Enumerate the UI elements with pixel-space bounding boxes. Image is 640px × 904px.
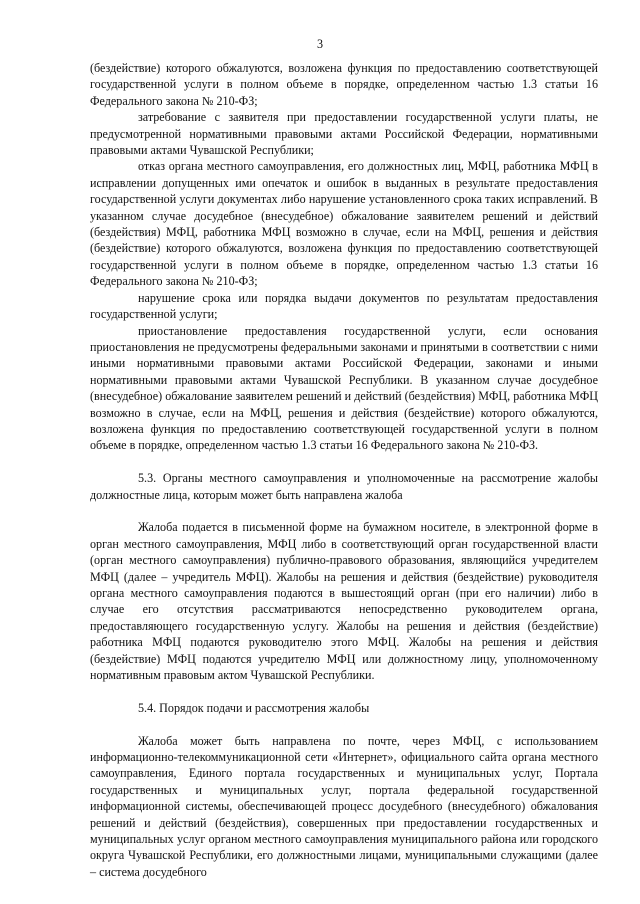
paragraph-suspension: приостановление предоставления государственной услуги, если основания приостановления не предусмотрены федеральными законами и принятыми в соответствии с ними иными нормативными правовыми актами Российской Федерации, законами и иными нормативными правовыми актами Чувашской Республики. В указанном случае досудебное (внесудебное) обжалование заявителем решений и действий (бездействия) МФЦ, работника МФЦ возможно в случае, если на МФЦ, решения и действия (бездействие) которого обжалуются, возложена функция по предоставлению соответствующей государственной услуги в полном объеме в порядке, определенном частью 1.3 статьи 16 Федерального закона № 210-ФЗ. (90, 323, 598, 453)
document-body (90, 60, 598, 880)
page-number: 3 (316, 37, 324, 51)
section-heading-5-3: 5.3. Органы местного самоуправления и уполномоченные на рассмотрение жалобы должностные лица, которым может быть направлена жалоба (90, 471, 598, 502)
paragraph-fee-demand: затребование с заявителя при предоставлении государственной услуги платы, не предусмотренной нормативными правовыми актами Российской Федерации, нормативными правовыми актами Чувашской Республики; (90, 110, 598, 158)
paragraph-continuation: (бездействие) которого обжалуются, возложена функция по предоставлению соответствующей государственной услуги в полном объеме в порядке, определенном частью 1.3 статьи 16 Федерального закона № 210-ФЗ; (90, 61, 598, 108)
paragraph-complaint-channels: Жалоба может быть направлена по почте, через МФЦ, с использованием информационно-телекоммуникационной сети «Интернет», официального сайта органа местного самоуправления, Единого портала государственных и муниципальных услуг, Портала государственных и муниципальных услуг, портала федеральной государственной информационной системы, обеспечивающей процесс досудебного (внесудебного) обжалования решений и действий (бездействия), совершенных при предоставлении государственных и муниципальных услуг органом местного самоуправления муниципального района или городского округа Чувашской Республики, его должностными лицами, муниципальными служащими (далее – система досудебного (90, 733, 598, 879)
spacer (90, 503, 598, 519)
spacer (90, 716, 598, 732)
paragraph-refusal-corrections: отказ органа местного самоуправления, его должностных лиц, МФЦ, работника МФЦ в исправлении допущенных ими опечаток и ошибок в выданных в результате предоставления государственной услуги документах либо нарушение установленного срока таких исправлений. В указанном случае досудебное (внесудебное) обжалование заявителем решений и действий (бездействия) МФЦ, работника МФЦ возможно в случае, если на МФЦ, решения и действия (бездействие) которого обжалуются, возложена функция по предоставлению соответствующей государственной услуги в полном объеме в порядке, определенном частью 1.3 статьи 16 Федерального закона № 210-ФЗ; (90, 159, 598, 289)
paragraph-deadline-violation: нарушение срока или порядка выдачи документов по результатам предоставления государственной услуги; (90, 290, 598, 322)
spacer (90, 454, 598, 470)
paragraph-complaint-submission: Жалоба подается в письменной форме на бумажном носителе, в электронной форме в орган местного самоуправления, МФЦ либо в соответствующий орган государственной власти (орган местного самоуправления) публично-правового образования, являющийся учредителем МФЦ (далее – учредитель МФЦ). Жалобы на решения и действия (бездействие) руководителя органа местного самоуправления подаются в вышестоящий орган (при его наличии) либо в случае его отсутствия рассматриваются непосредственно руководителем органа, предоставляющего государственную услугу. Жалобы на решения и действия (бездействие) работника МФЦ подаются руководителю этого МФЦ. Жалобы на решения и действия (бездействие) МФЦ подаются учредителю МФЦ или должностному лицу, уполномоченному нормативным правовым актом Чувашской Республики. (90, 520, 598, 682)
spacer (90, 683, 598, 699)
section-heading-5-4: 5.4. Порядок подачи и рассмотрения жалобы (138, 700, 370, 715)
